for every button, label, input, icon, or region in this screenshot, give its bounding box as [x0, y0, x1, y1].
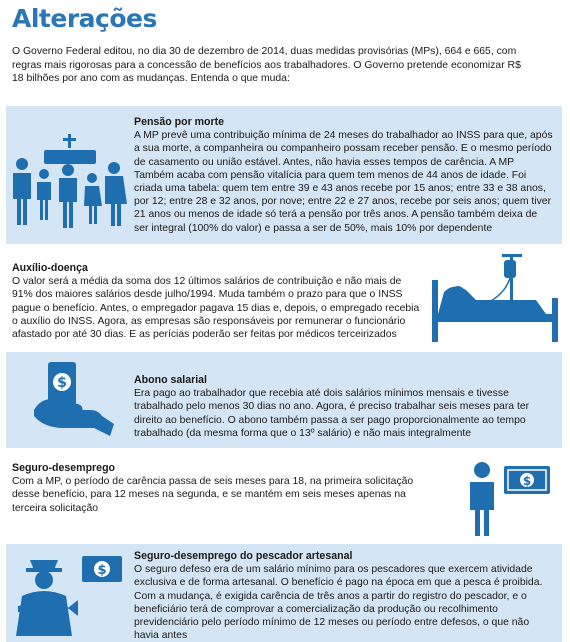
section-heading: Pensão por morte	[134, 116, 225, 128]
section-text: A MP prevê uma contribuição mínima de 24 meses do trabalhador ao INSS para que, após a sua morte, a companheira ou companheiro possam receber pensão. E o mesmo período de casamento ou união estável. Antes, não havia esses tempos de carência. A MP Também acaba com pensão vitalícia para quem tem menos de 44 anos de idade. Foi criada uma tabela: quem tem entre 39 e 43 anos recebe por 15 anos; entre 33 e 38 anos, por 12; entre 28 e 32 anos, por nove; entre 22 e 27 anos, recebe por seis anos; quem tiver 21 anos ou menos de idade só terá a pensão por três anos. A pensão também deixa de ser integral (100% do valor) e passa a ser de 50%, mais 10% por dependente	[134, 130, 553, 234]
section-auxilio-doenca	[12, 262, 422, 341]
intro-paragraph: O Governo Federal editou, no dia 30 de dezembro de 2014, duas medidas provisórias (MPs), 664 e 665, com regras mais rigorosas para a concessão de benefícios aos trabalhadores. O Governo pretende economizar R$ 18 bilhões por ano com as mudanças. Entenda o que muda:	[12, 46, 521, 84]
section-abono-salarial	[134, 374, 554, 440]
family-coffin-icon	[10, 130, 130, 230]
person-money-icon	[466, 458, 556, 538]
hospital-bed-icon	[430, 252, 560, 350]
svg-text:$: $	[522, 474, 532, 488]
section-text-2: Com a mudança, é exigida carência de três anos a partir do registro do pescador, e o beneficiário terá de comprovar a comercialização da produção ou recolhimento previdenciário pelo período mínimo de 12 meses ou período entre defesos, o que não havia antes	[134, 590, 530, 642]
hand-money-icon	[30, 360, 120, 440]
section-pescador-artesanal	[134, 550, 554, 642]
section-text: O seguro defeso era de um salário mínimo para os pescadores que exercem atividade exclusiva e de forma artesanal. O benefício é pago na época em que a pesca é proibida.	[134, 564, 543, 589]
section-text: Com a MP, o período de carência passa de seis meses para 18, na primeira solicitação desse benefício, para 12 meses na segunda, e se mantém em seis meses apenas na terceira solicitação	[12, 476, 414, 514]
section-heading: Auxílio-doença	[12, 262, 88, 274]
section-heading: Seguro-desemprego	[12, 462, 116, 474]
section-text: Era pago ao trabalhador que recebia até dois salários mínimos mensais e tivesse trabalhado pelo menos 30 dias no ano. Agora, é preciso trabalhar seis meses para ter direito ao benefício. O abono também passa a ser pago proporcionalmente ao tempo trabalhado (da mesma forma que o 13º salário) e não mais integralmente	[134, 388, 530, 439]
section-heading: Seguro-desemprego do pescador artesanal	[134, 550, 353, 562]
section-seguro-desemprego	[12, 462, 422, 515]
section-text: O valor será a média da soma dos 12 últimos salários de contribuição e não mais de 91% dos maiores salários desde julho/1994. Muda também o prazo para que o INSS pague o benefício. Antes, o empregador pagava 15 dias e, depois, o empregado recebia o auxílio do INSS. Agora, as empresas são responsáveis por remunerar o funcionário afastado por até 30 dias. E as perícias poderão ser feitas por médicos terceirizados	[12, 276, 420, 341]
svg-text:$: $	[97, 563, 107, 578]
svg-text:$: $	[57, 375, 67, 391]
fisherman-icon	[16, 550, 126, 640]
section-pensao-por-morte	[134, 116, 554, 235]
page-title: Alterações	[12, 4, 157, 33]
section-heading: Abono salarial	[134, 374, 207, 386]
